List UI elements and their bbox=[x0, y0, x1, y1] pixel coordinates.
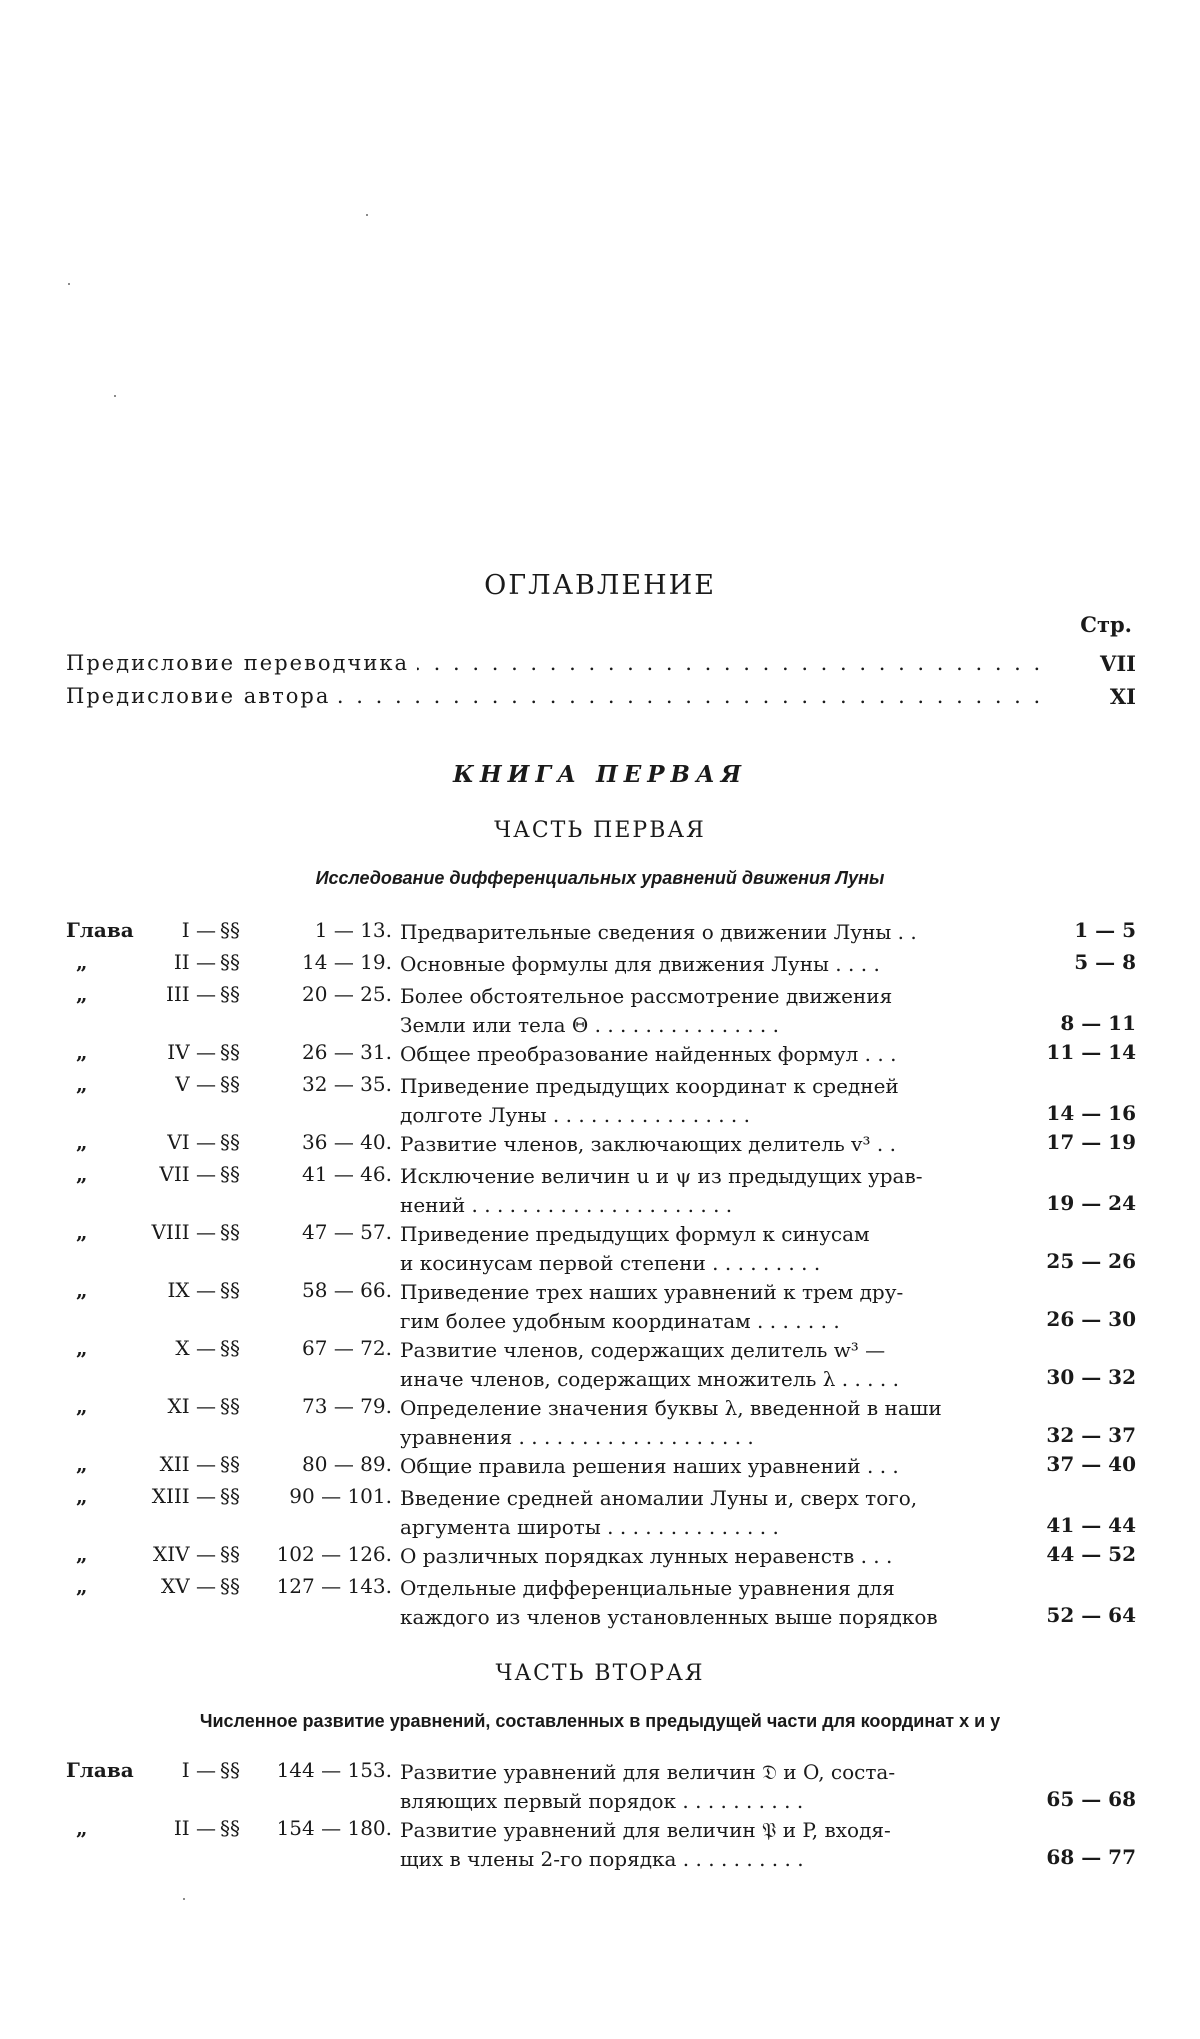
description-line: уравнения . . . . . . . . . . . . . . . . . . . bbox=[400, 1425, 754, 1449]
chapter-word: „ bbox=[76, 1484, 88, 1508]
entry-description bbox=[400, 1162, 1084, 1220]
section-symbol: §§ bbox=[220, 1220, 240, 1244]
entry-description bbox=[400, 1484, 1084, 1542]
section-range: 80 — 89. bbox=[302, 1452, 392, 1476]
section-range: 58 — 66. bbox=[302, 1278, 392, 1302]
section-symbol: §§ bbox=[220, 982, 240, 1006]
description-line: и косинусам первой степени . . . . . . . . . bbox=[400, 1251, 821, 1275]
description-line: гим более удобным координатам . . . . . . . bbox=[400, 1309, 840, 1333]
entry-description bbox=[400, 1072, 1084, 1130]
section-range: 154 — 180. bbox=[276, 1816, 392, 1840]
page-range: 19 — 24 bbox=[1046, 1191, 1136, 1215]
part-subtitle: Численное развитие уравнений, составленных в предыдущей части для координат x и y bbox=[199, 1711, 1001, 1731]
chapter-number: I — bbox=[181, 1758, 216, 1782]
chapter-number: II — bbox=[173, 1816, 216, 1840]
section-symbol: §§ bbox=[220, 1394, 240, 1418]
section-range: 20 — 25. bbox=[302, 982, 392, 1006]
page-title: ОГЛАВЛЕНИЕ bbox=[484, 570, 716, 601]
part-subtitle: Исследование дифференциальных уравнений движения Луны bbox=[315, 868, 885, 888]
entry-description bbox=[400, 1452, 1084, 1481]
part-title: ЧАСТЬ ПЕРВАЯ bbox=[494, 818, 706, 843]
section-symbol: §§ bbox=[220, 918, 240, 942]
description-line: Земли или тела Θ . . . . . . . . . . . . . . . bbox=[400, 1013, 779, 1037]
section-range: 1 — 13. bbox=[314, 918, 392, 942]
page-range: 25 — 26 bbox=[1046, 1249, 1136, 1273]
description-line: Введение средней аномалии Луны и, сверх того, bbox=[400, 1486, 918, 1510]
chapter-number: V — bbox=[175, 1072, 216, 1096]
chapter-number: XV — bbox=[160, 1574, 216, 1598]
chapter-word: „ bbox=[76, 1278, 88, 1302]
description-line: щих в члены 2-го порядка . . . . . . . . . . bbox=[400, 1847, 804, 1871]
page-range: 11 — 14 bbox=[1046, 1040, 1136, 1064]
chapter-number: XIV — bbox=[153, 1542, 216, 1566]
chapter-number: IV — bbox=[167, 1040, 216, 1064]
section-symbol: §§ bbox=[220, 1816, 240, 1840]
entry-description bbox=[400, 950, 1084, 979]
description-line: аргумента широты . . . . . . . . . . . . . . bbox=[400, 1515, 779, 1539]
description-line: Отдельные дифференциальные уравнения для bbox=[400, 1576, 895, 1600]
chapter-number: III — bbox=[165, 982, 216, 1006]
chapter-number: VIII — bbox=[151, 1220, 216, 1244]
description-line: Определение значения буквы λ, введенной в наши bbox=[400, 1396, 942, 1420]
section-range: 36 — 40. bbox=[302, 1130, 392, 1154]
entry-description bbox=[400, 1542, 1084, 1571]
chapter-number: XI — bbox=[167, 1394, 216, 1418]
chapter-number: XIII — bbox=[151, 1484, 216, 1508]
description-line: Более обстоятельное рассмотрение движения bbox=[400, 984, 893, 1008]
page-range: 65 — 68 bbox=[1046, 1787, 1136, 1811]
preface-label: Предисловие переводчика bbox=[66, 651, 417, 675]
speck bbox=[183, 1898, 185, 1900]
chapter-word: „ bbox=[76, 1542, 88, 1566]
entry-description bbox=[400, 1574, 1084, 1632]
description-line: Предварительные сведения о движении Луны . . bbox=[400, 920, 917, 944]
section-range: 127 — 143. bbox=[276, 1574, 392, 1598]
section-symbol: §§ bbox=[220, 1758, 240, 1782]
description-line: Приведение предыдущих координат к средней bbox=[400, 1074, 899, 1098]
section-symbol: §§ bbox=[220, 1484, 240, 1508]
section-range: 41 — 46. bbox=[302, 1162, 392, 1186]
description-line: Приведение трех наших уравнений к трем дру- bbox=[400, 1280, 904, 1304]
page-range: 52 — 64 bbox=[1046, 1603, 1136, 1627]
preface-label: Предисловие автора bbox=[66, 684, 338, 708]
description-line: Исключение величин u и ψ из предыдущих урав- bbox=[400, 1164, 923, 1188]
chapter-number: VII — bbox=[159, 1162, 216, 1186]
description-line: Общие правила решения наших уравнений . . . bbox=[400, 1454, 899, 1478]
speck bbox=[114, 395, 116, 397]
chapter-word: „ bbox=[76, 1040, 88, 1064]
chapter-number: IX — bbox=[167, 1278, 216, 1302]
description-line: Приведение предыдущих формул к синусам bbox=[400, 1222, 870, 1246]
page-range: 41 — 44 bbox=[1046, 1513, 1136, 1537]
section-range: 144 — 153. bbox=[276, 1758, 392, 1782]
chapter-word: Глава bbox=[66, 1758, 134, 1782]
speck bbox=[68, 283, 70, 285]
section-range: 14 — 19. bbox=[302, 950, 392, 974]
chapter-number: XII — bbox=[159, 1452, 216, 1476]
description-line: О различных порядках лунных неравенств . . . bbox=[400, 1544, 893, 1568]
chapter-word: „ bbox=[76, 1452, 88, 1476]
speck bbox=[366, 214, 368, 216]
chapter-word: „ bbox=[76, 1130, 88, 1154]
part-title: ЧАСТЬ ВТОРАЯ bbox=[495, 1661, 705, 1686]
page-range: 68 — 77 bbox=[1046, 1845, 1136, 1869]
section-symbol: §§ bbox=[220, 1336, 240, 1360]
section-range: 26 — 31. bbox=[302, 1040, 392, 1064]
section-symbol: §§ bbox=[220, 1542, 240, 1566]
page-range: 26 — 30 bbox=[1046, 1307, 1136, 1331]
page-range: 14 — 16 bbox=[1046, 1101, 1136, 1125]
section-symbol: §§ bbox=[220, 950, 240, 974]
section-range: 73 — 79. bbox=[302, 1394, 392, 1418]
description-line: нений . . . . . . . . . . . . . . . . . . . . . bbox=[400, 1193, 733, 1217]
description-line: Развитие уравнений для величин 𝔓 и P, входя- bbox=[400, 1818, 891, 1842]
chapter-number: I — bbox=[181, 918, 216, 942]
page-range: 8 — 11 bbox=[1060, 1011, 1136, 1035]
description-line: Развитие членов, заключающих делитель v³ . . bbox=[400, 1132, 896, 1156]
entry-description bbox=[400, 1336, 1084, 1394]
chapter-number: X — bbox=[175, 1336, 216, 1360]
entry-description bbox=[400, 1758, 1084, 1816]
page-range: 1 — 5 bbox=[1074, 918, 1136, 942]
chapter-word: „ bbox=[76, 1816, 88, 1840]
description-line: Развитие уравнений для величин 𝔇 и O, соста- bbox=[400, 1760, 896, 1784]
chapter-word: Глава bbox=[66, 918, 134, 942]
page-range: 44 — 52 bbox=[1046, 1542, 1136, 1566]
section-symbol: §§ bbox=[220, 1130, 240, 1154]
entry-description bbox=[400, 1040, 1084, 1069]
description-line: вляющих первый порядок . . . . . . . . . . bbox=[400, 1789, 804, 1813]
entry-description bbox=[400, 982, 1084, 1040]
section-symbol: §§ bbox=[220, 1452, 240, 1476]
chapter-word: „ bbox=[76, 950, 88, 974]
description-line: долготе Луны . . . . . . . . . . . . . . . . bbox=[400, 1103, 750, 1127]
chapter-word: „ bbox=[76, 1394, 88, 1418]
entry-description bbox=[400, 1278, 1084, 1336]
chapter-number: VI — bbox=[167, 1130, 216, 1154]
preface-entry bbox=[66, 651, 1136, 681]
page-range: 30 — 32 bbox=[1046, 1365, 1136, 1389]
chapter-word: „ bbox=[76, 1574, 88, 1598]
page-range: 17 — 19 bbox=[1046, 1130, 1136, 1154]
page-range: 5 — 8 bbox=[1074, 950, 1136, 974]
description-line: иначе членов, содержащих множитель λ . . . . . bbox=[400, 1367, 899, 1391]
page-range: 32 — 37 bbox=[1046, 1423, 1136, 1447]
entry-description bbox=[400, 918, 1084, 947]
section-range: 47 — 57. bbox=[302, 1220, 392, 1244]
description-line: Общее преобразование найденных формул . . . bbox=[400, 1042, 897, 1066]
section-symbol: §§ bbox=[220, 1574, 240, 1598]
preface-page: XI bbox=[1109, 684, 1136, 709]
entry-description bbox=[400, 1220, 1084, 1278]
entry-description bbox=[400, 1130, 1084, 1159]
section-symbol: §§ bbox=[220, 1072, 240, 1096]
preface-entry bbox=[66, 684, 1136, 714]
entry-description bbox=[400, 1394, 1084, 1452]
page-column-label: Стр. bbox=[1080, 612, 1132, 637]
section-range: 67 — 72. bbox=[302, 1336, 392, 1360]
page-range: 37 — 40 bbox=[1046, 1452, 1136, 1476]
description-line: Развитие членов, содержащих делитель w³ — bbox=[400, 1338, 886, 1362]
description-line: каждого из членов установленных выше порядков bbox=[400, 1605, 938, 1629]
chapter-word: „ bbox=[76, 1072, 88, 1096]
section-symbol: §§ bbox=[220, 1278, 240, 1302]
chapter-word: „ bbox=[76, 982, 88, 1006]
section-range: 32 — 35. bbox=[302, 1072, 392, 1096]
chapter-number: II — bbox=[173, 950, 216, 974]
description-line: Основные формулы для движения Луны . . . . bbox=[400, 952, 880, 976]
chapter-word: „ bbox=[76, 1336, 88, 1360]
preface-page: VII bbox=[1100, 651, 1136, 676]
entry-description bbox=[400, 1816, 1084, 1874]
chapter-word: „ bbox=[76, 1162, 88, 1186]
chapter-word: „ bbox=[76, 1220, 88, 1244]
section-symbol: §§ bbox=[220, 1040, 240, 1064]
book-title: КНИГА ПЕРВАЯ bbox=[452, 761, 747, 788]
section-range: 90 — 101. bbox=[289, 1484, 392, 1508]
section-symbol: §§ bbox=[220, 1162, 240, 1186]
section-range: 102 — 126. bbox=[276, 1542, 392, 1566]
